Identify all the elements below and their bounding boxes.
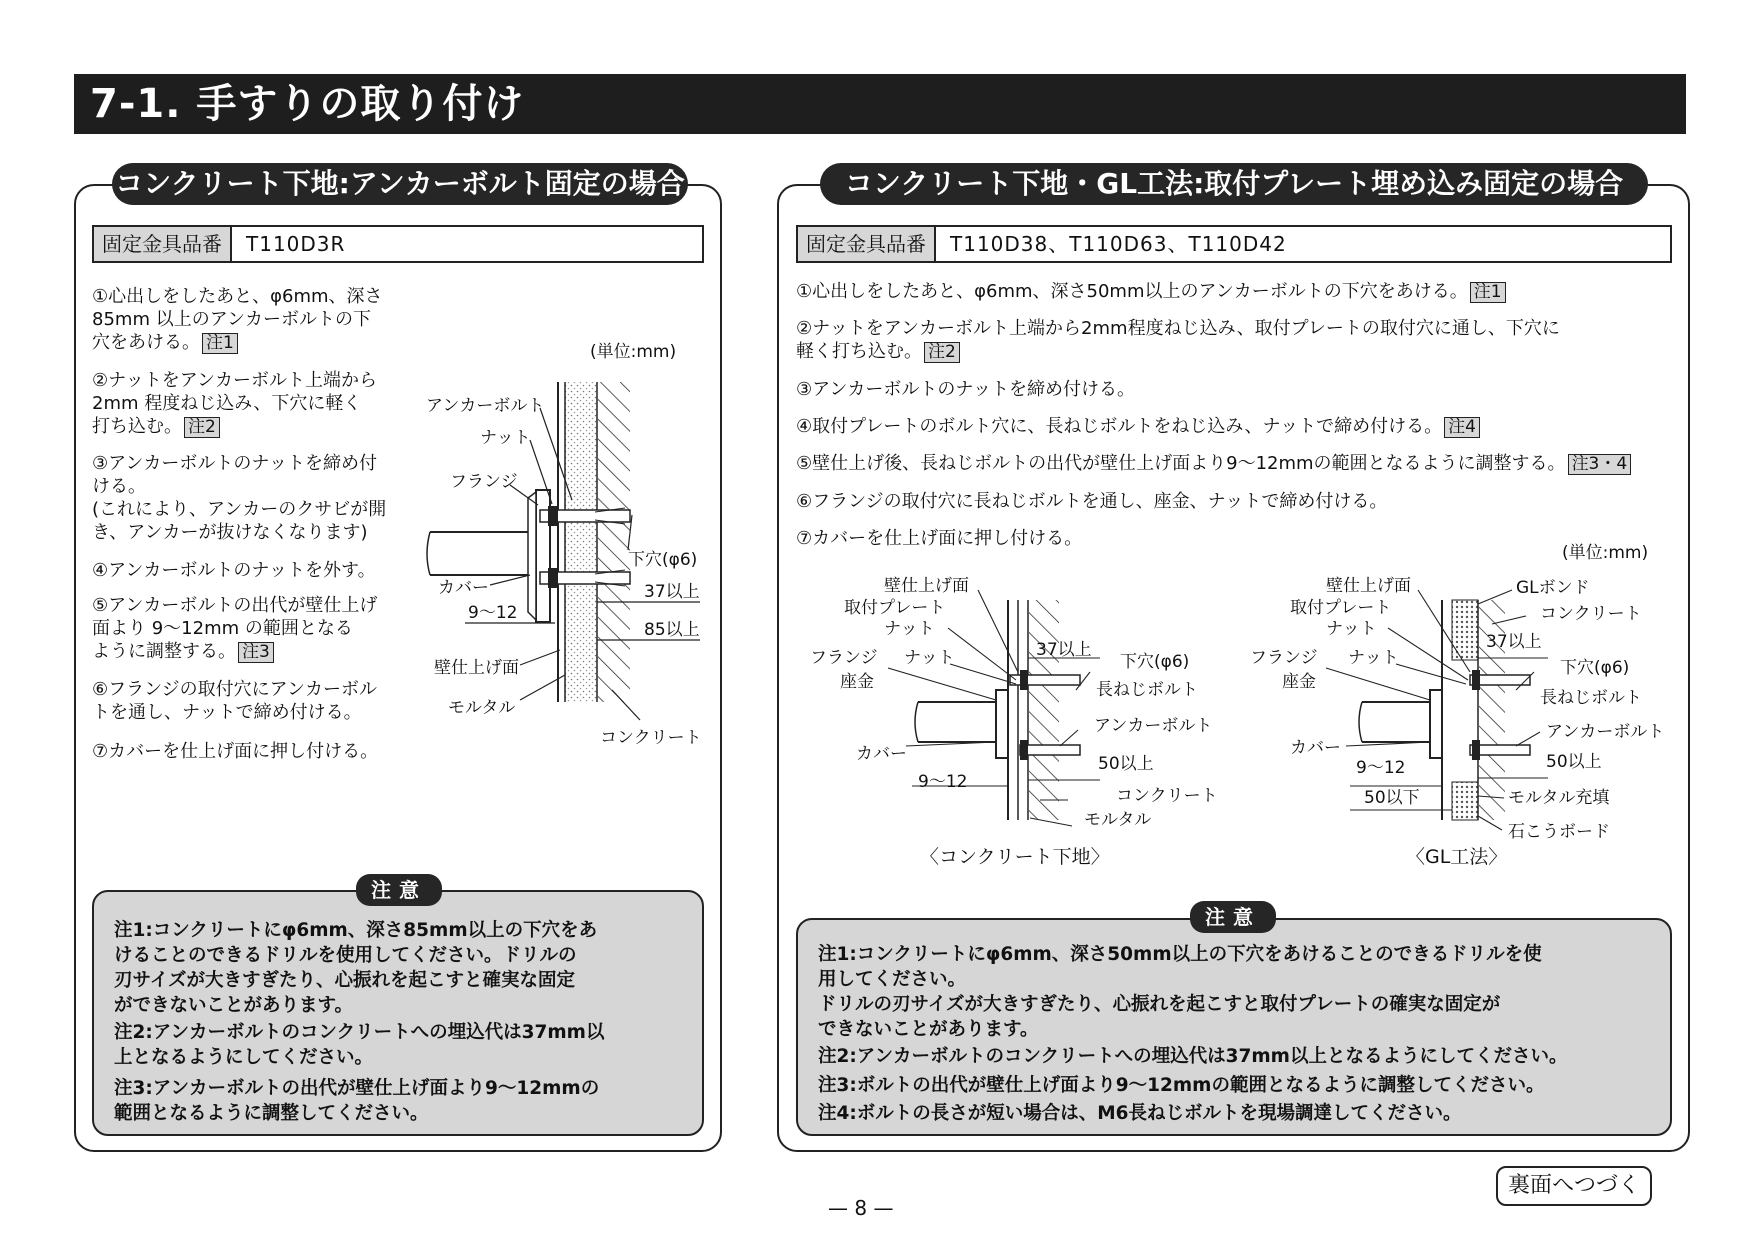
d2-50-below: 50以下 — [1364, 788, 1420, 808]
right-step-2: ②ナットをアンカーボルト上端から2mm程度ねじ込み、取付プレートの取付穴に通し、下穴に 軽く打ち込む。 注2 — [796, 318, 1560, 362]
left-step-1: ①心出しをしたあと、φ6mm、深さ 85mm 以上のアンカーボルトの下 穴をあける。 注1 — [92, 286, 383, 353]
d2-nut: ナット — [1326, 619, 1377, 639]
note-tag: 注2 — [924, 342, 960, 363]
left-unit: (単位:mm) — [590, 342, 677, 362]
note-tag: 注1 — [1470, 282, 1506, 303]
page-number: — 8 — — [828, 1196, 894, 1220]
right-note-2: 注2:アンカーボルトのコンクリートへの埋込代は37mm以上となるようにしてください。 — [818, 1046, 1568, 1067]
right-caution-badge: 注意 — [1190, 901, 1276, 933]
d2-flange: フランジ — [1250, 648, 1318, 668]
d1-washer: 座金 — [840, 672, 874, 692]
label-mortar: モルタル — [448, 698, 516, 718]
d1-concrete: コンクリート — [1116, 786, 1218, 806]
part-number-value: T110D38、T110D63、T110D42 — [950, 232, 1287, 256]
d2-washer: 座金 — [1282, 672, 1316, 692]
section-title: 7-1. 手すりの取り付け — [90, 81, 525, 127]
note-tag: 注4 — [1444, 417, 1480, 438]
d2-mortar-fill: モルタル充填 — [1508, 788, 1610, 808]
left-step-7: ⑦カバーを仕上げ面に押し付ける。 — [92, 741, 379, 762]
d1-flange: フランジ — [810, 648, 878, 668]
left-caution-badge: 注意 — [356, 874, 442, 906]
d1-nut2: ナット — [904, 648, 955, 668]
label-anchor-bolt: アンカーボルト — [426, 396, 545, 416]
left-step-5: ⑤アンカーボルトの出代が壁仕上げ 面より 9〜12mm の範囲となる ように調整する。 注3 — [92, 595, 378, 662]
d2-caption: 〈GL工法〉 — [1406, 846, 1508, 868]
left-step-3: ③アンカーボルトのナットを締め付 ける。 (これにより、アンカーのクサビが開 き、アンカーが抜けなくなります) — [92, 453, 387, 543]
part-number-label: 固定金具品番 — [798, 227, 936, 261]
label-nut: ナット — [480, 428, 531, 448]
note-tag: 注1 — [202, 333, 238, 354]
d1-mortar: モルタル — [1084, 810, 1152, 830]
left-step-2: ②ナットをアンカーボルト上端から 2mm 程度ねじ込み、下穴に軽く 打ち込む。 注2 — [92, 370, 378, 437]
label-85: 85以上 — [644, 620, 700, 640]
right-step-5: ⑤壁仕上げ後、長ねじボルトの出代が壁仕上げ面より9〜12mmの範囲となるように調整する。 注3・4 — [796, 452, 1676, 475]
part-number-value: T110D3R — [246, 232, 346, 256]
label-37: 37以上 — [644, 582, 700, 602]
d2-cover: カバー — [1290, 738, 1341, 758]
d2-pilot-hole: 下穴(φ6) — [1560, 658, 1630, 678]
right-note-1: 注1:コンクリートにφ6mm、深さ50mm以上の下穴をあけることのできるドリルを使 用してください。 ドリルの刃サイズが大きすぎたり、心振れを起こすと取付プレートの確実な固定が できないことがあります。 — [818, 944, 1542, 1040]
note-tag: 注3 — [238, 642, 274, 663]
note-tag: 注3・4 — [1568, 454, 1632, 475]
d1-gap: 9〜12 — [918, 772, 968, 792]
label-concrete: コンクリート — [600, 728, 702, 748]
d2-long-bolt: 長ねじボルト — [1540, 688, 1642, 708]
continue-on-back-label: 裏面へつづく — [1496, 1166, 1652, 1206]
d1-cover: カバー — [856, 744, 907, 764]
right-step-4: ④取付プレートのボルト穴に、長ねじボルトをねじ込み、ナットで締め付ける。 注4 — [796, 415, 1676, 438]
right-note-3: 注3:ボルトの出代が壁仕上げ面より9〜12mmの範囲となるように調整してください。 — [818, 1075, 1545, 1096]
left-step-6: ⑥フランジの取付穴にアンカーボル トを通し、ナットで締め付ける。 — [92, 679, 377, 723]
right-step-1: ①心出しをしたあと、φ6mm、深さ50mm以上のアンカーボルトの下穴をあける。 注1 — [796, 280, 1676, 303]
label-pilot-hole: 下穴(φ6) — [628, 550, 698, 570]
d2-gl-bond: GLボンド — [1516, 578, 1590, 598]
d2-gypsum-board: 石こうボード — [1508, 822, 1610, 842]
d1-long-bolt: 長ねじボルト — [1096, 680, 1198, 700]
right-step-7: ⑦カバーを仕上げ面に押し付ける。 — [796, 528, 1083, 549]
label-cover: カバー — [438, 578, 489, 598]
d1-50: 50以上 — [1098, 754, 1154, 774]
left-note-1: 注1:コンクリートにφ6mm、深さ85mm以上の下穴をあ けることのできるドリルを使用してください。ドリルの 刃サイズが大きすぎたり、心振れを起こすと確実な固定 ができないことがあります。 — [114, 920, 598, 1016]
d2-gap: 9〜12 — [1356, 758, 1406, 778]
d2-nut2: ナット — [1348, 648, 1399, 668]
d1-caption: 〈コンクリート下地〉 — [920, 846, 1110, 868]
label-gap: 9〜12 — [468, 603, 518, 623]
d2-wall-finish: 壁仕上げ面 — [1326, 576, 1411, 596]
d1-anchor-bolt: アンカーボルト — [1094, 716, 1213, 736]
right-step-6: ⑥フランジの取付穴に長ねじボルトを通し、座金、ナットで締め付ける。 — [796, 491, 1388, 512]
d2-50: 50以上 — [1546, 752, 1602, 772]
note-tag: 注2 — [184, 417, 220, 438]
d1-37: 37以上 — [1036, 640, 1092, 660]
label-wall-finish: 壁仕上げ面 — [434, 658, 519, 678]
d2-anchor-bolt: アンカーボルト — [1546, 722, 1665, 742]
d1-pilot-hole: 下穴(φ6) — [1120, 652, 1190, 672]
d2-37: 37以上 — [1486, 632, 1542, 652]
d2-mount-plate: 取付プレート — [1290, 598, 1392, 618]
right-unit: (単位:mm) — [1562, 543, 1649, 563]
label-flange: フランジ — [450, 472, 518, 492]
left-panel-title: コンクリート下地:アンカーボルト固定の場合 — [112, 163, 688, 205]
right-panel-title: コンクリート下地・GL工法:取付プレート埋め込み固定の場合 — [820, 163, 1648, 205]
d1-mount-plate: 取付プレート — [844, 598, 946, 618]
right-step-3: ③アンカーボルトのナットを締め付ける。 — [796, 379, 1136, 400]
left-step-4: ④アンカーボルトのナットを外す。 — [92, 560, 376, 581]
left-note-2: 注2:アンカーボルトのコンクリートへの埋込代は37mm以 上となるようにしてください。 — [114, 1022, 605, 1068]
right-note-4: 注4:ボルトの長さが短い場合は、M6長ねじボルトを現場調達してください。 — [818, 1103, 1462, 1124]
d1-wall-finish: 壁仕上げ面 — [884, 576, 969, 596]
d1-nut: ナット — [884, 619, 935, 639]
part-number-label: 固定金具品番 — [94, 227, 232, 261]
left-note-3: 注3:アンカーボルトの出代が壁仕上げ面より9〜12mmの 範囲となるように調整してください。 — [114, 1078, 600, 1124]
d2-concrete: コンクリート — [1540, 604, 1642, 624]
